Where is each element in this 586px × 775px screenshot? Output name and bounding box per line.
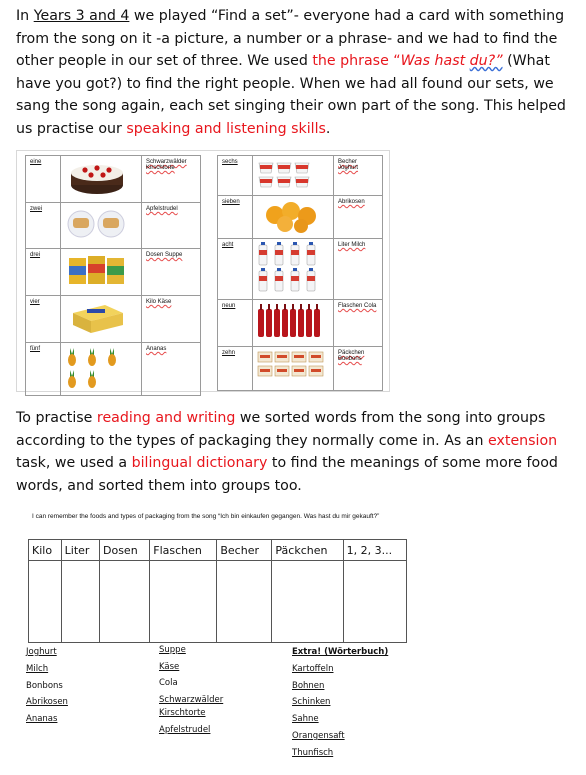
header-flaschen: Flaschen [150, 540, 217, 561]
list-item: Abrikosen [26, 697, 68, 708]
right-card-table [217, 155, 383, 391]
cake-icon [61, 156, 142, 203]
card-label: Apfelstrudel [142, 203, 201, 249]
milk-icon [253, 239, 334, 300]
card-label: Kilo Käse [142, 296, 201, 343]
word-list-1 [26, 644, 68, 728]
pineapple-icon [61, 343, 142, 396]
word-list-2 [159, 644, 229, 738]
table-cell [61, 561, 99, 643]
para2-text: to find the meanings of some more food words, and sorted them into groups too. [16, 455, 558, 494]
word-list-extra [292, 644, 388, 762]
cheese-icon [61, 296, 142, 343]
reading-highlight: reading and writing [96, 410, 236, 426]
card-word: drei [26, 249, 61, 296]
list-item: Joghurt [26, 647, 57, 657]
card-word: sechs [218, 156, 253, 196]
left-card-table [25, 155, 201, 396]
extra-heading: Extra! (Wörterbuch) [292, 647, 389, 657]
list-item: Bonbons [26, 680, 63, 691]
card-label: Becher Joghurt [334, 156, 383, 196]
list-item: Cola [159, 678, 178, 689]
dictionary-highlight: bilingual dictionary [131, 455, 268, 472]
list-item: Schinken [292, 697, 331, 708]
list-item: Ananas [26, 714, 58, 725]
list-item: Thunfisch [292, 747, 334, 758]
worksheet-image [22, 508, 414, 770]
header-kilo: Kilo [29, 540, 62, 561]
table-cell [150, 561, 217, 643]
card-word: acht [218, 239, 253, 300]
para1-text: . [325, 120, 331, 137]
yogurt-icon [253, 156, 334, 196]
card-word: neun [218, 300, 253, 347]
card-label: Liter Milch [334, 239, 383, 300]
cola-icon [253, 300, 334, 347]
extension-highlight: extension [488, 432, 558, 449]
find-a-set-cards-image [16, 150, 390, 392]
table-cell [100, 561, 150, 643]
sorting-paragraph [16, 407, 578, 497]
list-item: Suppe [159, 645, 186, 655]
card-word: fünf [26, 343, 61, 396]
card-label: Ananas [142, 343, 201, 396]
card-label: Abrikosen [334, 196, 383, 239]
packaging-table [28, 539, 407, 643]
para1-text: (What have you got?) to find the right people. When we had all found our sets, we sang the song again, each set singing their own part of the song. This helped us practise our [16, 53, 566, 137]
worksheet-title: I can remember the foods and types of packaging from the song “Ich bin einkaufen gegangen. Was hast du mir gekauft?” [32, 513, 380, 520]
para1-text: In [16, 8, 34, 24]
header-paeckchen: Päckchen [272, 540, 343, 561]
para2-text: task, we used a [16, 455, 132, 472]
card-word: vier [26, 296, 61, 343]
card-word: zwei [26, 203, 61, 249]
list-item: Orangensaft [292, 730, 345, 741]
phrase-text: the phrase “ [312, 53, 401, 70]
header-becher: Becher [217, 540, 272, 561]
list-item: Sahne [292, 714, 319, 725]
soup-can-icon [61, 249, 142, 296]
para2-text: To practise [16, 410, 97, 426]
sweets-icon [253, 347, 334, 391]
phrase-highlight [312, 53, 502, 69]
card-label: Päckchen Bonbons [334, 347, 383, 391]
card-word: eine [26, 156, 61, 203]
table-cell [29, 561, 62, 643]
table-cell [217, 561, 272, 643]
card-label: Schwarzwälder Kirschtorte [142, 156, 201, 203]
list-item: Milch [26, 663, 49, 674]
card-label: Flaschen Cola [334, 300, 383, 347]
table-cell [343, 561, 406, 643]
header-numbers: 1, 2, 3... [343, 540, 406, 561]
card-word: zehn [218, 347, 253, 391]
list-item: Schwarzwälder Kirschtorte [159, 694, 224, 719]
para2-text: we sorted words from the song into groups according to the types of packaging they normally come in. As an [16, 410, 546, 449]
card-label: Dosen Suppe [142, 249, 201, 296]
skills-highlight: speaking and listening skills [126, 120, 326, 137]
list-item: Bohnen [292, 680, 325, 691]
card-word: sieben [218, 196, 253, 239]
apricot-icon [253, 196, 334, 239]
para1-text: we played “Find a set”- everyone had a card with something from the song on it -a picture, a number or a phrase- and we had to find the other people in our set of three. We used [16, 8, 565, 70]
list-item: Käse [159, 661, 180, 672]
list-item: Kartoffeln [292, 663, 334, 674]
header-liter: Liter [61, 540, 99, 561]
phrase-du: du?” [469, 53, 503, 70]
list-item: Apfelstrudel [159, 724, 211, 735]
intro-paragraph [16, 5, 578, 141]
phrase-italic: Was hast [400, 53, 470, 70]
table-cell [272, 561, 343, 643]
strudel-icon [61, 203, 142, 249]
years-text: Years 3 and 4 [33, 8, 130, 24]
header-dosen: Dosen [100, 540, 150, 561]
